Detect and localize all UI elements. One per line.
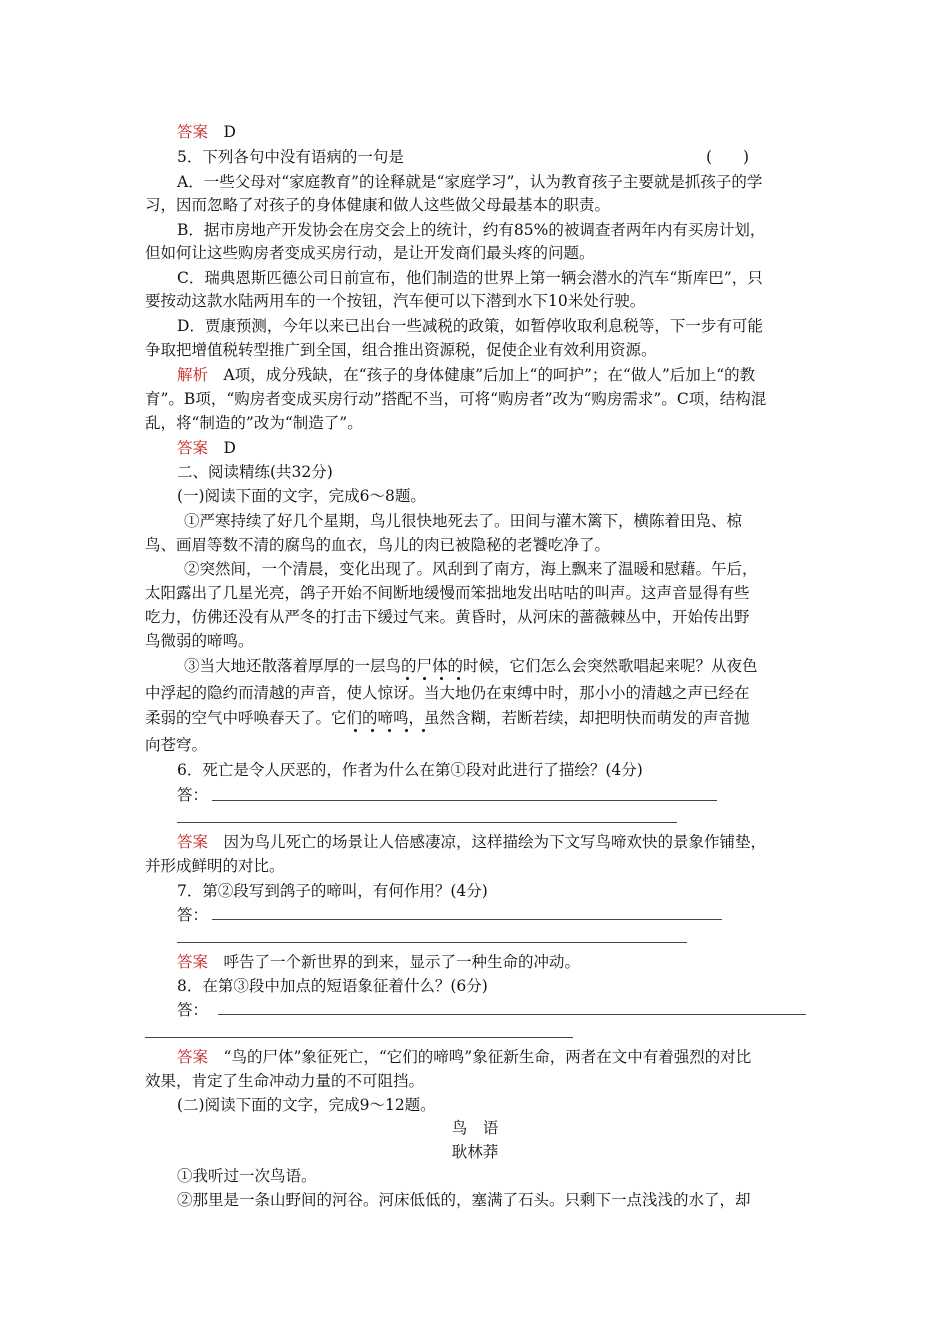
answer-label: 答案	[177, 833, 209, 851]
q6-answer-line1: 答案 因为鸟儿死亡的场景让人倍感凄凉，这样描绘为下文写鸟啼欢快的景象作铺垫，	[177, 833, 767, 851]
emphasis-dot	[405, 729, 408, 732]
q5-option-a-line1: A．一些父母对“家庭教育”的诠释就是“家庭学习”，认为教育孩子主要就是抓孩子的学	[177, 173, 763, 191]
article-author: 耿林莽	[451, 1143, 499, 1161]
p3-line2: 中浮起的隐约而清越的声音，使人惊讶。当大地仍在束缚中时，那小小的清越之声已经在	[145, 684, 750, 702]
emphasis-dot	[440, 677, 443, 680]
q5-option-a-line2: 习，因而忽略了对孩子的身体健康和做人这些做父母最基本的职责。	[145, 196, 611, 214]
answer-label: 答案	[177, 123, 209, 141]
q8-stem: 8．在第③段中加点的短语象征着什么？(6分)	[177, 977, 488, 995]
p2-line3: 吃力，仿佛还没有从严冬的打击下缓过气来。黄昏时，从河床的蔷薇棘丛中，开始传出野	[145, 608, 750, 626]
answer-label: 答案	[177, 439, 209, 457]
q6-stem: 6．死亡是令人厌恶的，作者为什么在第①段对此进行了描绘？(4分)	[177, 761, 643, 779]
emphasis-dot	[423, 677, 426, 680]
emphasis-dot	[354, 729, 357, 732]
q4-answer: D	[223, 123, 236, 141]
analysis-label: 解析	[177, 366, 209, 384]
q5-answer-line	[177, 436, 236, 460]
answer-label: 答案	[177, 953, 209, 971]
q5-option-c-line1: C．瑞典恩斯匹德公司日前宣布，他们制造的世界上第一辆会潜水的汽车“斯库巴”，只	[177, 269, 763, 287]
q5-option-c-line2: 要按动这款水陆两用车的一个按钮，汽车便可以下潜到水下10米处行驶。	[145, 292, 646, 310]
emphasis-dot	[422, 729, 425, 732]
article-para2: ②那里是一条山野间的河谷。河床低低的，塞满了石头。只剩下一点浅浅的水了，却	[177, 1191, 751, 1209]
q6-answer-line2: 并形成鲜明的对比。	[145, 857, 285, 875]
q5-analysis-line1: 解析 A项，成分残缺，在“孩子的身体健康”后加上“的呵护”；在“做人”后加上“的教	[177, 366, 756, 384]
answer-blank-line[interactable]	[212, 800, 717, 801]
q5-stem: 5．下列各句中没有语病的一句是	[177, 148, 404, 166]
emphasis-dot	[371, 729, 374, 732]
part2-intro: (二)阅读下面的文字，完成9～12题。	[177, 1096, 436, 1114]
answer-blank-line[interactable]	[218, 1014, 806, 1015]
p3-line1: ③当大地还散落着厚厚的一层鸟的尸体的时候，它们怎么会突然歌唱起来呢？从夜色	[184, 657, 758, 675]
p3-line3: 柔弱的空气中呼唤春天了。它们的啼鸣，虽然含糊，若断若续，却把明快而萌发的声音抛	[145, 709, 750, 727]
q6-answer-prefix: 答：	[177, 786, 209, 804]
article-title: 鸟 语	[451, 1119, 499, 1137]
p1-line2: 鸟、画眉等数不清的腐鸟的血衣，鸟儿的肉已被隐秘的老饕吃净了。	[145, 536, 611, 554]
q5-paren: ( )	[706, 148, 750, 166]
section2-heading: 二、阅读精练(共32分)	[177, 463, 333, 481]
answer-blank-line[interactable]	[177, 822, 677, 823]
q8-answer-line1: 答案 “鸟的尸体”象征死亡，“它们的啼鸣”象征新生命，两者在文中有着强烈的对比	[177, 1048, 752, 1066]
q7-answer-line: 答案 呼告了一个新世界的到来，显示了一种生命的冲动。	[177, 953, 581, 971]
emphasis-dot	[457, 677, 460, 680]
q5-option-d-line2: 争取把增值税转型推广到全国，组合推出资源税，促使企业有效利用资源。	[145, 341, 657, 359]
answer-blank-line[interactable]	[145, 1037, 573, 1038]
emphasis-dot	[388, 729, 391, 732]
q5-analysis-line3: 乱，将“制造的”改为“制造了”。	[145, 414, 363, 432]
q5-option-b-line1: B．据市房地产开发协会在房交会上的统计，约有85%的被调查者两年内有买房计划，	[177, 221, 766, 239]
p2-line4: 鸟微弱的啼鸣。	[145, 632, 254, 650]
article-para1: ①我听过一次鸟语。	[177, 1167, 317, 1185]
q5-analysis-line2: 育”。B项，“购房者变成买房行动”搭配不当，可将“购房者”改为“购房需求”。C项，结构混	[145, 390, 767, 408]
p1-line1: ①严寒持续了好几个星期，鸟儿很快地死去了。田间与灌木篱下，横陈着田凫、椋	[184, 512, 743, 530]
emphasis-dot	[406, 677, 409, 680]
p3-line4: 向苍穹。	[145, 736, 208, 754]
q8-answer-prefix: 答：	[177, 1001, 209, 1019]
p2-line2: 太阳露出了几星光亮，鸽子开始不间断地缓慢而笨拙地发出咕咕的叫声。这声音显得有些	[145, 584, 750, 602]
answer-blank-line[interactable]	[212, 919, 722, 920]
q5-option-d-line1: D．贾康预测，今年以来已出台一些减税的政策，如暂停收取利息税等，下一步有可能	[177, 317, 763, 335]
q4-answer-line	[177, 120, 236, 144]
q5-answer: D	[223, 439, 236, 457]
part1-intro: (一)阅读下面的文字，完成6～8题。	[177, 487, 426, 505]
answer-label: 答案	[177, 1048, 209, 1066]
q5-option-b-line2: 但如何让这些购房者变成买房行动，是让开发商们最头疼的问题。	[145, 244, 595, 262]
q8-answer-line2: 效果，肯定了生命冲动力量的不可阻挡。	[145, 1072, 425, 1090]
q7-stem: 7．第②段写到鸽子的啼叫，有何作用？(4分)	[177, 882, 488, 900]
answer-blank-line[interactable]	[177, 942, 687, 943]
q7-answer-prefix: 答：	[177, 906, 209, 924]
p2-line1: ②突然间，一个清晨，变化出现了。风刮到了南方，海上飘来了温暖和慰藉。午后，	[184, 560, 758, 578]
